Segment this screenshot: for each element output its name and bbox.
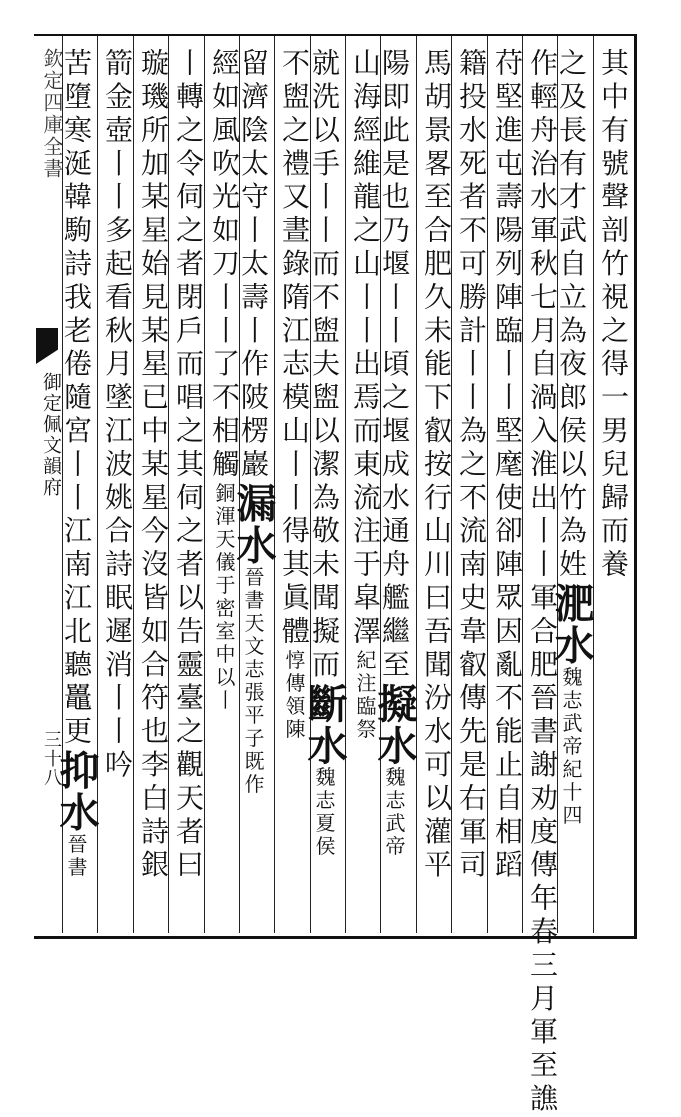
body-text: 籍投水死者不可勝計丨丨為之不流南史韋叡傳先是右軍司 (455, 48, 488, 883)
annotation-text: 晉書天文志張平子既作 (241, 566, 265, 797)
text-column (275, 48, 311, 742)
body-text: 不盥之禮又晝錄隋江志模山丨丨得其眞體 (278, 48, 311, 650)
page-number: 三十八 (41, 730, 62, 787)
entry-heading: 斷水 (301, 682, 348, 767)
body-text: 馬胡景畧至合肥久未能下叡按行山川曰吾聞汾水可以灌平 (420, 48, 453, 883)
body-text: 留濟陰太守丨太壽丨作陂楞巖 (237, 48, 270, 483)
body-text: 箭金壺丨丨多起看秋月墜江波姚合詩眠遲消丨丨吟 (101, 48, 134, 783)
text-column (346, 48, 382, 742)
annotation-text: 惇傳領陳 (282, 649, 306, 742)
body-text: 苦墮寒涎韓駒詩我老倦隨宮丨丨江南江北聽鼉更 (60, 48, 93, 750)
body-text: 作輕舟治水軍秋七月自渦入淮出丨丨軍合肥晉書謝劝度傳年春三月軍至譙 (526, 48, 559, 1117)
book-title: 御定佩文韻府 (40, 372, 62, 498)
body-text: 苻堅進屯壽陽列陣臨丨丨堅麾使卻陣眾因亂不能止自相蹈 (491, 48, 524, 883)
text-column (98, 48, 134, 783)
body-text: 山海經維龍之山丨丨出焉而東流注于皐澤 (349, 48, 382, 650)
book-title-top: 欽定四庫全書 (40, 48, 64, 180)
entry-heading: 擬水 (371, 682, 418, 767)
text-column (230, 48, 277, 797)
fishtail-mark (36, 328, 58, 364)
body-text: 其中有號聲剖竹視之得一男兒歸而養 (597, 48, 630, 583)
annotation-text: 紀注臨祭 (353, 649, 377, 742)
text-column (548, 48, 595, 828)
text-column (488, 48, 524, 883)
body-text: 就洗以手丨丨而不盥夫盥以潔為敬未聞擬而 (308, 48, 341, 683)
entry-heading: 漏水 (230, 482, 277, 567)
body-text: 丨轉之令伺之者閉戶而唱之其伺之者以告靈臺之觀天者曰 (172, 48, 205, 883)
text-column (169, 48, 205, 883)
annotation-text: 魏志夏侯 (312, 766, 336, 859)
body-text: 之及長有才武自立為夜郎侯以竹為姓 (555, 48, 588, 583)
annotation-text: 魏志武帝紀十四 (559, 666, 583, 828)
text-column (205, 48, 241, 713)
text-column (417, 48, 453, 883)
annotation-text: 晉書 (64, 833, 88, 880)
text-column (452, 48, 488, 883)
body-text: 陽即此是也乃堰丨丨頃之堰成水通舟艦繼至 (378, 48, 411, 683)
annotation-text: 魏志武帝 (382, 766, 406, 859)
text-column (134, 48, 170, 883)
text-column (523, 48, 559, 1117)
entry-heading: 淝水 (548, 582, 595, 667)
body-text: 經如風吹光如刀丨丨了不相觸 (208, 48, 241, 483)
body-text: 璇璣所加某星始見某星已中某星今沒皆如合符也李白詩銀 (137, 48, 170, 883)
annotation-text: 銅渾天儀于密室中以丨 (212, 482, 236, 713)
text-column (371, 48, 418, 859)
text-column (301, 48, 348, 859)
text-column (594, 48, 630, 583)
entry-heading: 抑水 (53, 749, 100, 834)
text-column (53, 48, 100, 880)
